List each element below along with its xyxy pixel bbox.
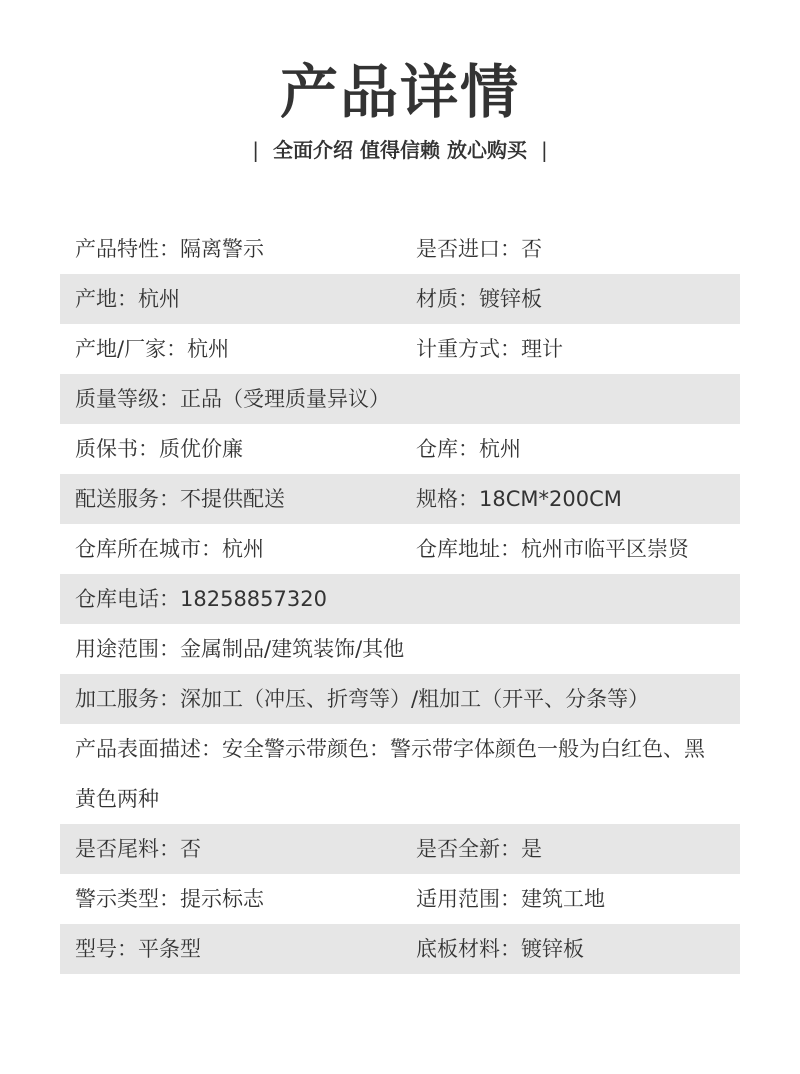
spec-row bbox=[60, 474, 740, 524]
spec-cell: 产地：杭州 bbox=[75, 287, 180, 311]
subtitle-bar-right: | bbox=[540, 138, 548, 162]
spec-cell: 警示类型：提示标志 bbox=[75, 887, 264, 911]
spec-row bbox=[60, 874, 740, 924]
spec-cell: 规格：18CM*200CM bbox=[416, 487, 622, 511]
subtitle-text: 全面介绍 值得信赖 放心购买 bbox=[273, 138, 527, 162]
spec-cell: 适用范围：建筑工地 bbox=[416, 887, 605, 911]
spec-row bbox=[60, 824, 740, 874]
spec-row bbox=[60, 674, 740, 724]
spec-cell: 底板材料：镀锌板 bbox=[416, 937, 584, 961]
spec-cell: 是否全新：是 bbox=[416, 837, 542, 861]
spec-row bbox=[60, 424, 740, 474]
spec-cell: 是否进口：否 bbox=[416, 237, 542, 261]
spec-cell: 产地/厂家：杭州 bbox=[75, 337, 230, 361]
page-subtitle bbox=[0, 134, 800, 166]
spec-row bbox=[60, 224, 740, 274]
spec-cell: 计重方式：理计 bbox=[416, 337, 563, 361]
spec-cell: 型号：平条型 bbox=[75, 937, 201, 961]
subtitle-bar-left: | bbox=[252, 138, 260, 162]
spec-cell: 产品特性：隔离警示 bbox=[75, 237, 264, 261]
spec-cell: 仓库：杭州 bbox=[416, 437, 521, 461]
spec-cell: 用途范围：金属制品/建筑装饰/其他 bbox=[75, 637, 405, 661]
page-title: 产品详情 bbox=[279, 58, 520, 126]
spec-cell: 质量等级：正品（受理质量异议） bbox=[75, 387, 390, 411]
spec-cell: 仓库地址：杭州市临平区崇贤 bbox=[416, 537, 689, 561]
spec-cell: 是否尾料：否 bbox=[75, 837, 201, 861]
spec-row bbox=[60, 724, 740, 824]
spec-cell: 配送服务：不提供配送 bbox=[75, 487, 285, 511]
spec-cell: 材质：镀锌板 bbox=[416, 287, 542, 311]
spec-cell: 加工服务：深加工（冲压、折弯等）/粗加工（开平、分条等） bbox=[75, 687, 650, 711]
spec-row bbox=[60, 324, 740, 374]
spec-cell: 质保书：质优价廉 bbox=[75, 437, 243, 461]
spec-cell: 仓库所在城市：杭州 bbox=[75, 537, 264, 561]
spec-cell: 仓库电话：18258857320 bbox=[75, 587, 327, 611]
spec-row bbox=[60, 274, 740, 324]
spec-row bbox=[60, 574, 740, 624]
spec-table bbox=[60, 224, 740, 974]
spec-cell: 产品表面描述：安全警示带颜色：警示带字体颜色一般为白红色、黑黄色两种 bbox=[75, 737, 705, 811]
spec-row bbox=[60, 524, 740, 574]
spec-row bbox=[60, 924, 740, 974]
spec-row bbox=[60, 624, 740, 674]
spec-row bbox=[60, 374, 740, 424]
